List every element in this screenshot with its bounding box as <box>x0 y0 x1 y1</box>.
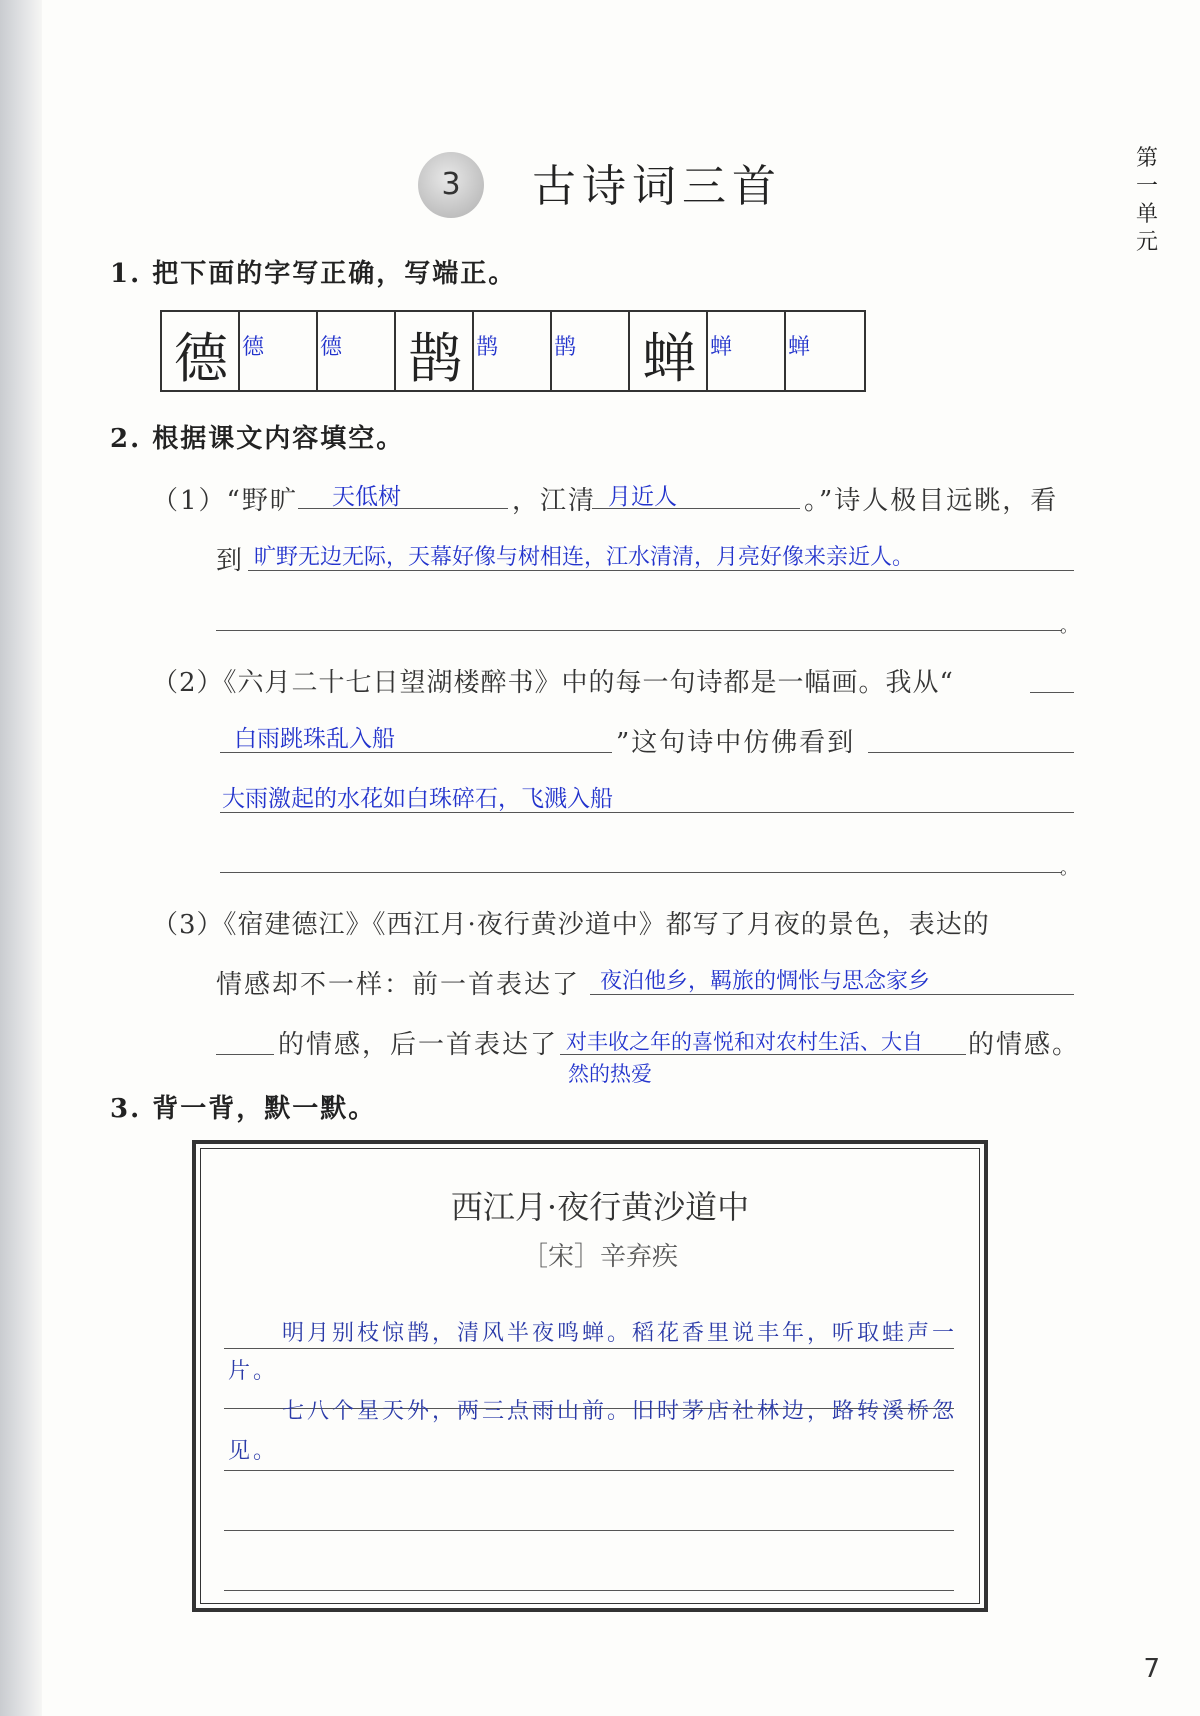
answer-line <box>298 508 508 509</box>
q2-1-text-c: 。”诗人极目远眺，看 <box>804 486 1059 516</box>
poem-title: 西江月·夜行黄沙道中 <box>450 1188 750 1226</box>
grid-cell-copy[interactable] <box>708 312 786 390</box>
writing-line <box>224 1348 954 1349</box>
copied-character: 蝉 <box>788 335 811 360</box>
writing-line <box>224 1470 954 1471</box>
poem-line[interactable]: 明月别枝惊鹊，清风半夜鸣蝉。稻花香里说丰年，听取蛙声一 <box>282 1321 958 1346</box>
q2-3-text-d: 的情感。 <box>968 1030 1081 1060</box>
q2-3-answer-1[interactable]: 夜泊他乡，羁旅的惆怅与思念家乡 <box>600 969 931 994</box>
grid-cell-copy[interactable] <box>474 312 552 390</box>
copied-character: 蝉 <box>710 335 733 360</box>
copied-character: 德 <box>320 335 343 360</box>
grid-cell-copy[interactable] <box>552 312 630 390</box>
q2-3-text-a: （3）《宿建德江》《西江月·夜行黄沙道中》都写了月夜的景色，表达的 <box>152 910 990 940</box>
poem-line[interactable]: 见。 <box>228 1439 279 1464</box>
writing-grid <box>160 310 866 392</box>
copied-character: 鹊 <box>476 335 499 360</box>
lesson-title: 古诗词三首 <box>532 161 782 212</box>
page-edge-shadow <box>0 0 42 1716</box>
unit-label: 第一单元 <box>1135 146 1158 255</box>
q2-1-answer-1[interactable]: 天低树 <box>332 484 401 510</box>
grid-cell-model <box>396 312 474 390</box>
period: 。 <box>1060 616 1080 637</box>
poem-line[interactable]: 七八个星天外，两三点雨山前。旧时茅店社林边，路转溪桥忽 <box>282 1399 958 1424</box>
grid-cell-model <box>630 312 708 390</box>
q2-3-text-b: 情感却不一样：前一首表达了 <box>216 970 581 1000</box>
answer-line <box>216 1054 274 1055</box>
writing-line <box>224 1530 954 1531</box>
poem-line[interactable]: 片。 <box>228 1359 279 1384</box>
q2-2-answer-1[interactable]: 白雨跳珠乱入船 <box>234 726 395 752</box>
q2-1-text-d: 到 <box>216 546 245 576</box>
q2-1-text-b: ，江清 <box>512 486 597 516</box>
answer-line <box>216 630 1062 631</box>
question-1-prompt: 1. 把下面的字写正确，写端正。 <box>110 259 517 289</box>
model-character: 德 <box>174 327 228 390</box>
model-character: 蝉 <box>642 327 696 390</box>
copied-character: 德 <box>242 335 265 360</box>
copied-character: 鹊 <box>554 335 577 360</box>
question-3-prompt: 3. 背一背，默一默。 <box>110 1094 377 1124</box>
grid-cell-copy[interactable] <box>240 312 318 390</box>
grid-cell-model <box>162 312 240 390</box>
poem-author: ［宋］辛弃疾 <box>521 1242 678 1272</box>
q2-3-answer-2a[interactable]: 对丰收之年的喜悦和对农村生活、大自 <box>566 1030 923 1054</box>
answer-line <box>1030 692 1074 693</box>
q2-1-answer-3[interactable]: 旷野无边无际，天幕好像与树相连，江水清清，月亮好像来亲近人。 <box>254 545 915 570</box>
grid-cell-copy[interactable] <box>318 312 396 390</box>
page-number: 7 <box>1143 1654 1160 1684</box>
answer-line <box>868 752 1074 753</box>
model-character: 鹊 <box>408 327 462 390</box>
lesson-number-badge: 3 <box>418 152 484 218</box>
q2-1-text-a: （1）“野旷 <box>152 486 298 516</box>
grid-cell-copy[interactable] <box>786 312 864 390</box>
q2-2-text-b: ”这句诗中仿佛看到 <box>616 728 856 758</box>
q2-3-text-c: 的情感，后一首表达了 <box>278 1030 559 1060</box>
question-2-prompt: 2. 根据课文内容填空。 <box>110 424 405 454</box>
q2-3-answer-2b[interactable]: 然的热爱 <box>568 1062 652 1086</box>
q2-1-answer-2[interactable]: 月近人 <box>608 484 677 510</box>
q2-2-text-a: （2）《六月二十七日望湖楼醉书》中的每一句诗都是一幅画。我从“ <box>152 668 954 698</box>
period: 。 <box>1060 858 1080 879</box>
q2-2-answer-2[interactable]: 大雨激起的水花如白珠碎石，飞溅入船 <box>222 786 613 812</box>
answer-line <box>220 872 1062 873</box>
writing-line <box>224 1590 954 1591</box>
